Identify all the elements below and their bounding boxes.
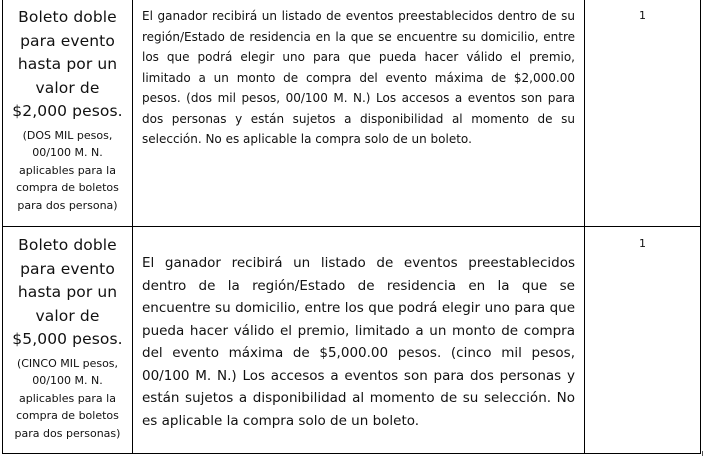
prize-amount-note: (CINCO MIL pesos, 00/100 M. N. aplicables para la compra de boletos para dos personas) (14, 356, 121, 440)
prize-description: El ganador recibirá un listado de eventos preestablecidos dentro de la región/Estado de residencia en la que se encuentre su domicilio, entre los que podrá elegir uno para que pueda hacer válido el premio, limitado a un monto de compra del evento máxima de $5,000.00 pesos. (cinco mil pesos, 00/100 M. N.) Los accesos a eventos son para dos personas y están sujetos a disponibilidad al momento de su selección. No es aplicable la compra solo de un boleto. (142, 255, 575, 429)
table-row (3, 227, 701, 454)
page-edge-mark (702, 451, 703, 456)
prize-name: Boleto doble para evento hasta por un valor de $2,000 pesos. (12, 8, 123, 120)
table-row (3, 0, 701, 227)
prize-name-cell (3, 0, 133, 227)
prize-quantity: 1 (585, 0, 701, 227)
prize-quantity: 1 (585, 227, 701, 454)
prize-table (2, 0, 701, 454)
prize-description-cell (133, 0, 585, 227)
prize-description-cell (133, 227, 585, 454)
prize-name: Boleto doble para evento hasta por un valor de $5,000 pesos. (12, 236, 123, 348)
prize-name-cell (3, 227, 133, 454)
prize-amount-note: (DOS MIL pesos, 00/100 M. N. aplicables para la compra de boletos para dos persona) (16, 128, 119, 212)
prize-description: El ganador recibirá un listado de eventos preestablecidos dentro de su región/Estado de residencia en la que se encuentre su domicilio, entre los que podrá elegir uno para que pueda hacer válido el premio, limitado a un monto de compra del evento máxima de $2,000.00 pesos. (dos mil pesos, 00/100 M. N.) Los accesos a eventos son para dos personas y están sujetos a disponibilidad al momento de su selección. No es aplicable la compra solo de un boleto. (142, 9, 575, 146)
